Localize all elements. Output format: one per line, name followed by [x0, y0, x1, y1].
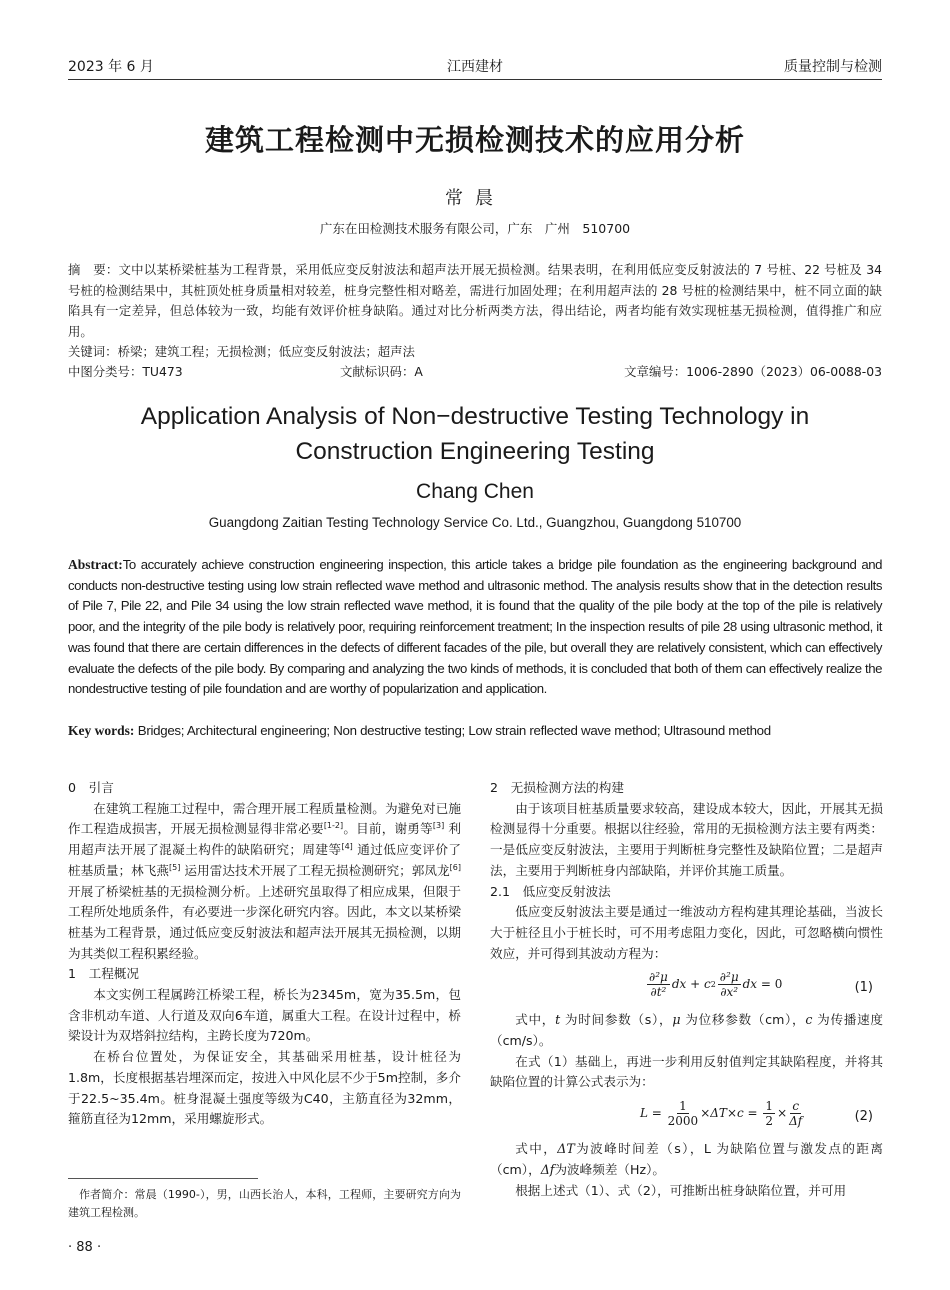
keywords-label: 关键词：	[68, 344, 118, 359]
paragraph-methods: 由于该项目桩基质量要求较高，建设成本较大，因此，开展其无损检测显得十分重要。根据以往经验，常用的无损检测方法主要有两类：一是低应变反射波法，主要用于判断桩身完整性及缺陷位置；二是超声法，主要用于判断桩身内部缺陷，并评价其施工质量。	[490, 800, 883, 878]
equation-1	[490, 966, 883, 1008]
author-english: Chang Chen	[416, 480, 534, 503]
title-english-line2: Construction Engineering Testing	[295, 438, 655, 465]
paragraph-eq1-vars: 式中，t 为时间参数（s），μ 为位移参数（cm），c 为传播速度（cm/s）。	[490, 1012, 883, 1049]
citation: [6]	[449, 862, 461, 872]
affiliation-chinese: 广东在田检测技术服务有限公司，广东 广州 510700	[319, 221, 631, 236]
citation: [4]	[341, 841, 353, 851]
keywords-english	[68, 723, 882, 739]
keywords-chinese	[68, 342, 882, 360]
abstract-english-text: To accurately achieve construction engineering inspection, this article takes a bridge pile foundation as the engineering background and conducts non-destructive testing using low strain reflected wave method and ultrasonic method. The analysis results show that in the detection results of Pile 7, Pile 22, and Pile 34 using the low strain reflected wave method, it is found that the quality of the pile body at the top of the pile is relatively poor, and the integrity of the pile body is relatively poor, requiring reinforcement treatment; In the inspection results of pile 28 using ultrasonic method, it was found that there are certain differences in the defects of different facades of the pile, but overall they are relatively consistent, which can effectively evaluate the defects of the pile body. By comparing and analyzing the two kinds of methods, it is concluded that both of them can effectively realize the nondestructive testing of pile foundation and are worthy of popularization and application.	[68, 557, 882, 697]
article-meta	[68, 362, 882, 382]
section-heading-overview: 1 工程概况	[68, 966, 139, 982]
body-column-left	[68, 778, 461, 1130]
paragraph-overview-1: 本文实例工程属跨江桥梁工程，桥长为2345m，宽为35.5m，包含非机动车道、人行道及双向6车道，属重大工程。在设计过程中，桥梁设计为双塔斜拉结构，主跨长度为720m。	[68, 987, 461, 1044]
section-heading-methods: 2 无损检测方法的构建	[490, 780, 624, 795]
document-code: 文献标识码：A	[340, 364, 423, 379]
equation-2	[490, 1095, 883, 1137]
keywords-text: 桥梁；建筑工程；无损检测；低应变反射波法；超声法	[117, 344, 415, 359]
article-number: 文章编号：1006-2890（2023）06-0088-03	[624, 364, 882, 379]
paragraph-low-strain: 低应变反射波法主要是通过一维波动方程构建其理论基础，当波长大于桩径且小于桩长时，可不用考虑阻力变化，因此，可忽略横向惯性效应，并可得到其波动方程为：	[490, 904, 883, 961]
abstract-english	[68, 555, 882, 700]
equation-2-number: (2)	[854, 1109, 873, 1125]
paragraph-inference: 根据上述式（1）、式（2），可推断出桩身缺陷位置，并可用	[515, 1182, 847, 1198]
equation-2-body: L = $\frac{1}{2000}$ × ΔT × c = $\frac{1}{2}$ × $\frac{c}{\Delta f}$	[640, 1099, 803, 1129]
header-rule	[68, 79, 882, 80]
paragraph-defect-formula: 在式（1）基础上，再进一步利用反射值判定其缺陷程度，并将其缺陷位置的计算公式表示为：	[490, 1053, 883, 1090]
equation-1-number: (1)	[854, 980, 873, 996]
citation: [1-2]	[323, 821, 344, 831]
title-chinese: 建筑工程检测中无损检测技术的应用分析	[204, 123, 745, 157]
abstract-label: 摘 要：	[68, 262, 119, 277]
issue-date: 2023 年 6 月	[68, 59, 154, 75]
running-header	[68, 56, 882, 78]
section-heading-intro: 0 引言	[68, 780, 114, 795]
paragraph-intro: 在建筑工程施工过程中，需合理开展工程质量检测。为避免对已施作工程造成损害，开展无损检测显得非常必要[1-2]。目前，谢勇等[3] 利用超声法开展了混凝土构件的缺陷研究；周建等[4] 通过低应变评价了桩基质量；林飞燕[5] 运用雷达技术开展了工程无损检测研究；郭凤龙[6] 开展了桥梁桩基的无损检测分析。上述研究虽取得了相应成果，但限于工程所处地质条件，有必要进一步深化研究内容。因此，本文以某桥梁桩基为工程背景，通过低应变反射波法和超声法开展其无损检测，以期为其类似工程积累经验。	[68, 800, 461, 961]
equation-1-body: $\frac{\text{∂²μ}}{\text{∂t²}}$ dx + c 2 $\frac{\text{∂²μ}}{\text{∂x²}}$ dx = 0	[649, 970, 783, 1000]
affiliation-english: Guangdong Zaitian Testing Technology Service Co. Ltd., Guangzhou, Guangdong 510700	[208, 515, 742, 530]
footnote-rule	[68, 1178, 258, 1179]
abstract-chinese	[68, 260, 882, 342]
title-english	[60, 399, 890, 469]
clc-number: 中图分类号：TU473	[68, 364, 183, 379]
abstract-text: 文中以某桥梁桩基为工程背景，采用低应变反射波法和超声法开展无损检测。结果表明，在利用低应变反射波法的 7 号桩、22 号桩及 34 号桩的检测结果中，其桩顶处桩身质量相对较差，桩身完整性相对略差，需进行加固处理；在利用超声法的 28 号桩的检测结果中，桩不同立面的缺陷具有一定差异，但总体较为一致，均能有效评价桩身缺陷。通过对比分析两类方法，得出结论，两者均能有效实现桩基无损检测，值得推广和应用。	[68, 262, 883, 339]
citation: [3]	[432, 821, 445, 831]
abstract-english-label: Abstract:	[68, 557, 123, 572]
paragraph-eq2-vars: 式中，ΔT为波峰时间差（s），L 为缺陷位置与激发点的距离（cm），Δf为波峰频差（Hz）。	[490, 1141, 884, 1177]
journal-name: 江西建材	[447, 59, 503, 75]
page-number: · 88 ·	[68, 1240, 102, 1255]
author-chinese: 常晨	[445, 188, 505, 209]
title-english-line1: Application Analysis of Non−destructive Testing Technology in	[140, 403, 810, 430]
keywords-english-text: Bridges; Architectural engineering; Non destructive testing; Low strain reflected wave method; Ultrasound method	[137, 723, 771, 738]
body-column-right	[490, 778, 883, 1201]
citation: [5]	[169, 862, 181, 872]
subsection-heading-low-strain: 2.1 低应变反射波法	[490, 883, 611, 899]
author-footnote: 作者简介：常晨（1990-），男，山西长治人，本科，工程师，主要研究方向为建筑工程检测。	[68, 1188, 461, 1219]
keywords-english-label: Key words:	[68, 723, 135, 738]
paragraph-overview-2: 在桥台位置处，为保证安全，其基础采用桩基，设计桩径为1.8m，长度根据基岩埋深而定，按进入中风化层不少于5m控制，多介于22.5~35.4m。桩身混凝土强度等级为C40，主筋直径为32mm，箍筋直径为12mm，采用螺旋形式。	[68, 1049, 461, 1127]
section-name: 质量控制与检测	[784, 59, 882, 75]
